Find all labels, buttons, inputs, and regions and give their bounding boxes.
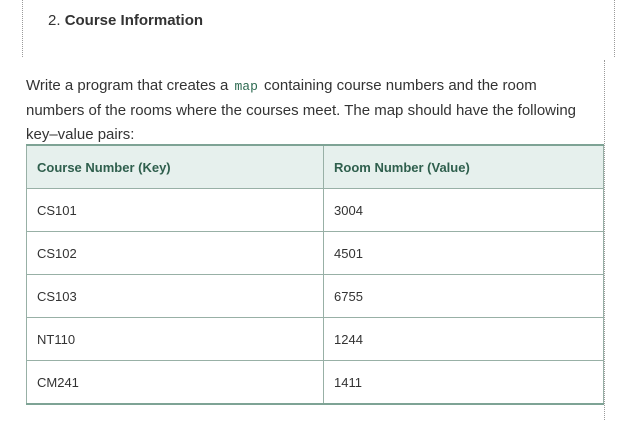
cell-course: CS103: [27, 275, 324, 318]
header-course-number: Course Number (Key): [27, 145, 324, 189]
table-row: [27, 189, 604, 232]
section-number: 2.: [48, 12, 61, 29]
intro-paragraph: [26, 74, 598, 147]
cell-room: 6755: [324, 275, 604, 318]
dotted-divider-left: [22, 0, 23, 57]
cell-course: CS101: [27, 189, 324, 232]
section-title: Course Information: [64, 12, 204, 29]
dotted-divider-right-bottom: [604, 60, 605, 420]
cell-course: CS102: [27, 232, 324, 275]
cell-room: 3004: [324, 189, 604, 232]
table-row: [27, 275, 604, 318]
intro-text-before: Write a program that creates a: [26, 77, 233, 94]
table-row: [27, 361, 604, 405]
table-header-row: [27, 145, 604, 189]
cell-room: 1244: [324, 318, 604, 361]
inline-code-map: map: [234, 79, 258, 94]
cell-course: CM241: [27, 361, 324, 405]
table-row: [27, 232, 604, 275]
cell-room: 4501: [324, 232, 604, 275]
cell-room: 1411: [324, 361, 604, 405]
section-heading: [48, 12, 203, 30]
dotted-divider-right-top: [614, 0, 615, 57]
table-row: [27, 318, 604, 361]
header-room-number: Room Number (Value): [324, 145, 604, 189]
cell-course: NT110: [27, 318, 324, 361]
course-room-table: [26, 144, 604, 405]
intro-text-after: containing course numbers and the room numbers of the rooms where the courses meet. The map should have the following key–value pairs:: [26, 77, 577, 143]
